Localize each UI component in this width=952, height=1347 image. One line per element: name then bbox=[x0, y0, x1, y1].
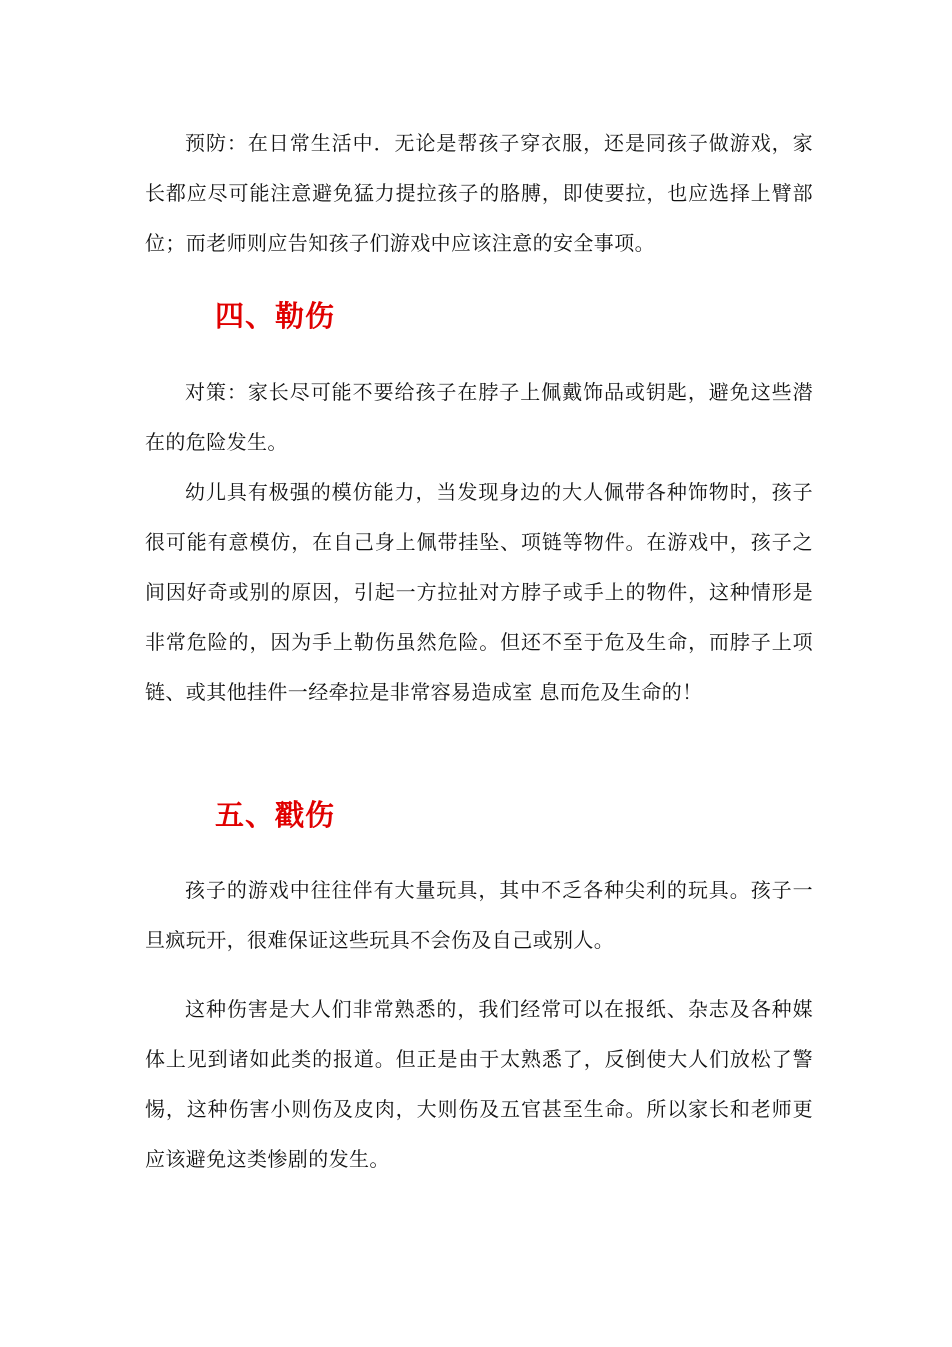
toys-paragraph: 孩子的游戏中往往伴有大量玩具，其中不乏各种尖利的玩具。孩子一旦疯玩开，很难保证这些玩具不会伤及自己或别人。 bbox=[145, 878, 813, 952]
familiar-injury-paragraph: 这种伤害是大人们非常熟悉的，我们经常可以在报纸、杂志及各种媒体上见到诸如此类的报道。但正是由于太熟悉了，反倒使大人们放松了警惕，这种伤害小则伤及皮肉，大则伤及五官甚至生命。所以家长和老师更应该避免这类惨剧的发生。 bbox=[145, 997, 813, 1171]
section-heading-puncture: 五、戳伤 bbox=[215, 798, 336, 832]
imitation-paragraph: 幼儿具有极强的模仿能力，当发现身边的大人佩带各种饰物时，孩子很可能有意模仿，在自己身上佩带挂坠、项链等物件。在游戏中，孩子之间因好奇或别的原因，引起一方拉扯对方脖子或手上的物件，这种情形是非常危险的，因为手上勒伤虽然危险。但还不至于危及生命，而脖子上项链、或其他挂件一经牵拉是非常容易造成室 息而危及生命的！ bbox=[145, 480, 813, 704]
section-heading-strangulation: 四、勒伤 bbox=[215, 299, 336, 333]
countermeasure-paragraph: 对策：家长尽可能不要给孩子在脖子上佩戴饰品或钥匙，避免这些潜在的危险发生。 bbox=[145, 380, 813, 454]
prevention-paragraph: 预防：在日常生活中．无论是帮孩子穿衣服，还是同孩子做游戏，家长都应尽可能注意避免猛力提拉孩子的胳膊，即使要拉，也应选择上臂部位；而老师则应告知孩子们游戏中应该注意的安全事项。 bbox=[145, 131, 813, 255]
